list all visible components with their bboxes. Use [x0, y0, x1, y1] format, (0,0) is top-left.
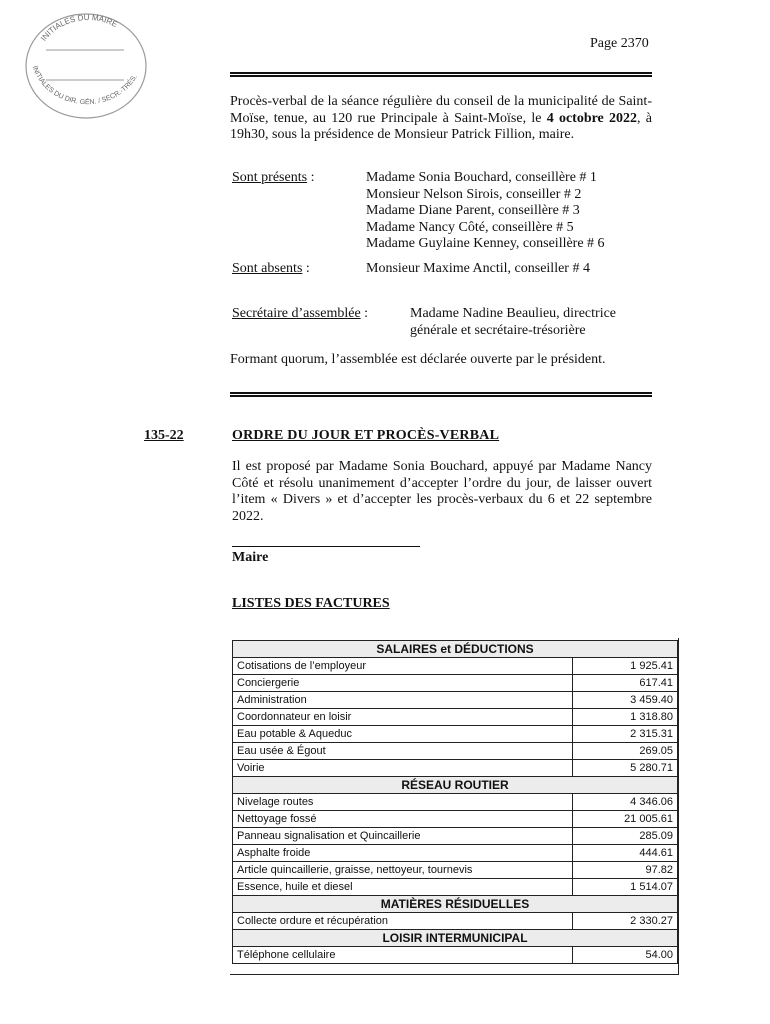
svg-text:INITIALES DU MAIRE — [39, 13, 119, 43]
invoice-label: Téléphone cellulaire — [233, 947, 573, 964]
absent-label: Sont absents : — [232, 261, 310, 276]
invoice-amount: 3 459.40 — [573, 692, 678, 709]
invoice-amount: 617.41 — [573, 675, 678, 692]
present-member: Monsieur Nelson Sirois, conseiller # 2 — [366, 186, 582, 202]
invoice-amount: 2 330.27 — [573, 913, 678, 930]
section-title: RÉSEAU ROUTIER — [233, 777, 678, 794]
invoice-amount: 2 315.31 — [573, 726, 678, 743]
invoice-label: Coordonnateur en loisir — [233, 709, 573, 726]
table-section-header — [233, 641, 678, 658]
invoice-label: Eau usée & Égout — [233, 743, 573, 760]
present-member: Madame Guylaine Kenney, conseillère # 6 — [366, 236, 605, 251]
table-row — [233, 658, 678, 675]
table-row — [233, 709, 678, 726]
invoices-heading: LISTES DES FACTURES — [232, 596, 390, 611]
present-member: Madame Nancy Côté, conseillère # 5 — [366, 219, 574, 235]
table-row — [233, 726, 678, 743]
section-rule — [230, 392, 652, 397]
table-section-header — [233, 930, 678, 947]
invoice-amount: 1 925.41 — [573, 658, 678, 675]
secretary-label: Secrétaire d’assemblée : — [232, 306, 369, 321]
table-row — [233, 794, 678, 811]
invoice-amount: 5 280.71 — [573, 760, 678, 777]
table-row — [233, 862, 678, 879]
table-row — [233, 828, 678, 845]
table-section-header — [233, 777, 678, 794]
svg-text:INITIALES DU DIR. GÉN. / SECR. — [31, 65, 139, 106]
table-row — [233, 879, 678, 896]
invoice-amount: 1 514.07 — [573, 879, 678, 896]
invoices-table — [232, 640, 678, 964]
invoice-label: Asphalte froide — [233, 845, 573, 862]
invoice-amount: 54.00 — [573, 947, 678, 964]
invoice-amount: 4 346.06 — [573, 794, 678, 811]
intro-text-2: , à 19h30, sous la présidence de Monsieur Patrick Fillion, maire. — [230, 110, 652, 142]
top-rule — [230, 72, 652, 77]
present-member: Madame Sonia Bouchard, conseillère # 1 — [366, 170, 597, 185]
meeting-date: 4 octobre 2022 — [546, 110, 638, 126]
invoice-label: Conciergerie — [233, 675, 573, 692]
invoice-label: Article quincaillerie, graisse, nettoyeur, tournevis — [233, 862, 573, 879]
table-row — [233, 692, 678, 709]
section-title: SALAIRES et DÉDUCTIONS — [233, 641, 678, 658]
resolution-text: Il est proposé par Madame Sonia Bouchard, appuyé par Madame Nancy Côté et résolu unanimement d’accepter l’ordre du jour, de laisser ouvert l’item « Divers » et d’accepter les procès-verbaux du 6 et 22 septembre 2022. — [232, 459, 652, 524]
table-row — [233, 913, 678, 930]
section-title: LOISIR INTERMUNICIPAL — [233, 930, 678, 947]
invoice-label: Collecte ordure et récupération — [233, 913, 573, 930]
invoice-amount: 444.61 — [573, 845, 678, 862]
quorum-paragraph: Formant quorum, l’assemblée est déclarée ouverte par le président. — [230, 352, 606, 367]
secretary-name: Madame Nadine Beaulieu, directrice générale et secrétaire-trésorière — [410, 306, 617, 338]
invoice-label: Essence, huile et diesel — [233, 879, 573, 896]
initials-stamp — [22, 10, 150, 120]
table-row — [233, 760, 678, 777]
invoice-label: Eau potable & Aqueduc — [233, 726, 573, 743]
signature-label: Maire — [232, 550, 269, 565]
present-list — [366, 170, 605, 253]
table-row — [233, 743, 678, 760]
section-title: MATIÈRES RÉSIDUELLES — [233, 896, 678, 913]
invoice-label: Panneau signalisation et Quincaillerie — [233, 828, 573, 845]
present-label: Sont présents : — [232, 170, 315, 185]
attendees-present — [232, 170, 605, 253]
stamp-bottom-text: INITIALES DU DIR. GÉN. / SECR.-TRÉS. — [30, 65, 139, 107]
invoice-amount: 21 005.61 — [573, 811, 678, 828]
table-row — [233, 675, 678, 692]
resolution-number: 135-22 — [144, 428, 184, 443]
table-row — [233, 845, 678, 862]
invoice-label: Voirie — [233, 760, 573, 777]
resolution-title: ORDRE DU JOUR ET PROCÈS-VERBAL — [232, 428, 500, 443]
invoice-label: Cotisations de l’employeur — [233, 658, 573, 675]
intro-text-1: Procès-verbal de la séance régulière du conseil de la municipalité de Saint-Moïse, tenue, au 120 rue Principale à Saint-Moïse, le — [230, 94, 652, 126]
invoice-amount: 1 318.80 — [573, 709, 678, 726]
invoice-amount: 97.82 — [573, 862, 678, 879]
invoice-label: Nettoyage fossé — [233, 811, 573, 828]
attendees-absent — [232, 261, 590, 278]
signature-line — [232, 546, 420, 547]
intro-paragraph — [230, 94, 652, 144]
invoice-label: Administration — [233, 692, 573, 709]
table-row — [233, 947, 678, 964]
table-section-header — [233, 896, 678, 913]
present-member: Madame Diane Parent, conseillère # 3 — [366, 203, 580, 218]
stamp-top-text: INITIALES DU MAIRE — [39, 12, 120, 43]
absent-member: Monsieur Maxime Anctil, conseiller # 4 — [366, 261, 590, 276]
invoice-label: Nivelage routes — [233, 794, 573, 811]
invoice-amount: 269.05 — [573, 743, 678, 760]
page-number: Page 2370 — [590, 36, 649, 51]
secretary-block — [232, 306, 616, 339]
table-row — [233, 811, 678, 828]
invoice-amount: 285.09 — [573, 828, 678, 845]
